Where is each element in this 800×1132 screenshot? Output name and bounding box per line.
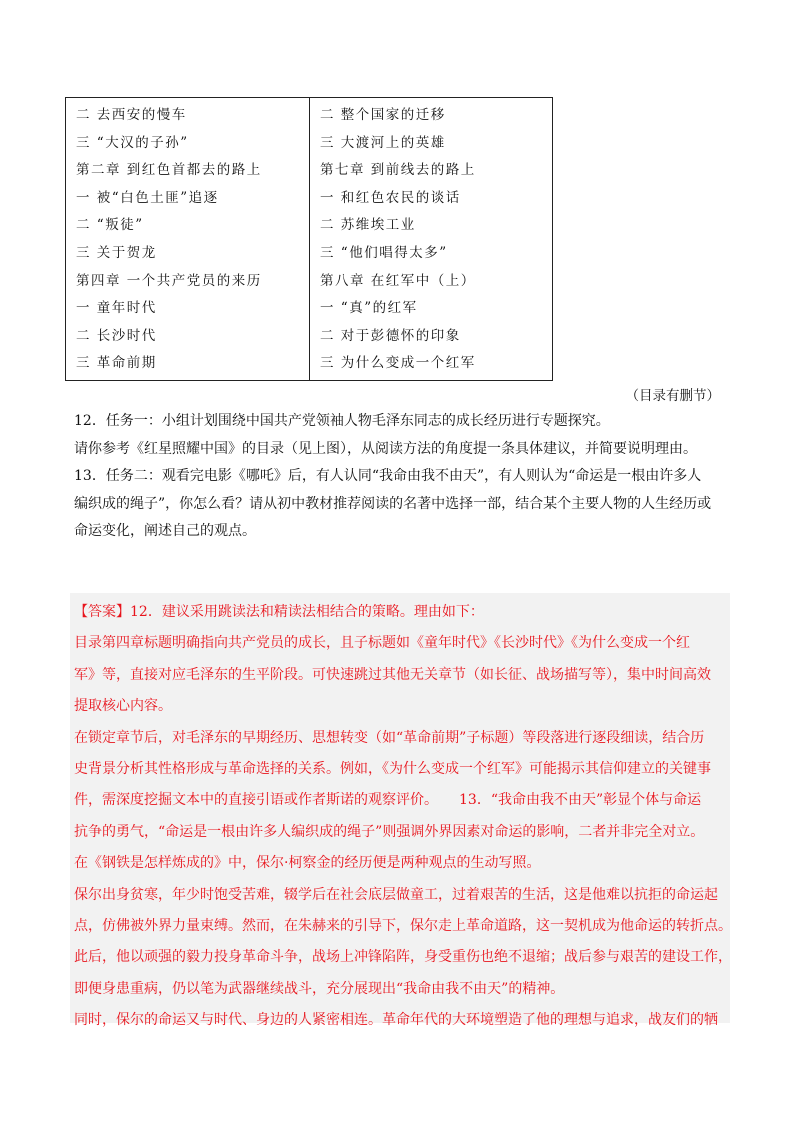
answer-line: 在《钢铁是怎样炼成的》中，保尔·柯察金的经历便是两种观点的生动写照。 [74, 855, 541, 872]
toc-entry: 第二章 到红色首都去的路上 [76, 162, 262, 179]
answer-line: 点，仿佛被外界力量束缚。然而，在朱赫来的引导下，保尔走上革命道路，这一契机成为他命运的转折点。 [74, 917, 732, 934]
toc-entry: 一 “真”的红军 [320, 300, 418, 317]
answer-line: 史背景分析其性格形成与革命选择的关系。例如，《为什么变成一个红军》可能揭示其信仰建立的关键事 [74, 760, 711, 777]
answer-line: 此后，他以顽强的毅力投身革命斗争，战场上冲锋陷阵，身受重伤也绝不退缩；战后参与艰苦的建设工作， [74, 949, 732, 966]
answer-tag: 【答案】 [74, 604, 130, 620]
answer-first-line: 12．建议采用跳读法和精读法相结合的策略。理由如下： [130, 604, 484, 620]
table-of-contents [65, 97, 553, 381]
answer-box [70, 593, 732, 1029]
toc-entry: 二 苏维埃工业 [320, 217, 416, 234]
question-line: 12．任务一：小组计划围绕中国共产党领袖人物毛泽东同志的成长经历进行专题探究。 [74, 413, 610, 429]
toc-entry: 一 和红色农民的谈话 [320, 189, 461, 206]
toc-entry: 二 去西安的慢车 [76, 107, 187, 123]
toc-entry: 二 整个国家的迁移 [320, 107, 446, 123]
question-line: 命运变化，阐述自己的观点。 [74, 523, 256, 539]
toc-entry: 第七章 到前线去的路上 [320, 162, 476, 179]
toc-entry: 三 关于贺龙 [76, 244, 157, 261]
answer-line: 保尔出身贫寒，年少时饱受苦难，辍学后在社会底层做童工，过着艰苦的生活，这是他难以抗拒的命运起 [74, 886, 718, 903]
answer-line: 目录第四章标题明确指向共产党员的成长，且子标题如《童年时代》《长沙时代》《为什么变成一个红 [74, 635, 690, 652]
toc-entry: 二 对于彭德怀的印象 [320, 327, 461, 344]
answer-line: 抗争的勇气，“命运是一根由许多人编织成的绳子”则强调外界因素对命运的影响，二者并非完全对立。 [74, 823, 705, 840]
toc-entry: 第八章 在红军中（上） [320, 272, 476, 289]
answer-line: 军》等，直接对应毛泽东的生平阶段。可快速跳过其他无关章节（如长征、战场描写等），集中时间高效 [74, 666, 711, 683]
answer-line: 提取核心内容。 [74, 698, 172, 715]
toc-entry: 三 大渡河上的英雄 [320, 134, 446, 151]
toc-right-column [309, 98, 552, 380]
toc-entry: 一 童年时代 [76, 300, 157, 317]
toc-entry: 三 “他们唱得太多” [320, 244, 448, 261]
toc-entry: 三 “大汉的子孙” [76, 134, 189, 151]
question-line: 请你参考《红星照耀中国》的目录（见上图），从阅读方法的角度提一条具体建议，并简要说明理由。 [74, 440, 697, 457]
answer-line: 件，需深度挖掘文本中的直接引语或作者斯诺的观察评价。 13．“我命由我不由天”彰显个体与命运 [74, 792, 702, 809]
toc-entry: 第四章 一个共产党员的来历 [76, 272, 262, 289]
toc-entry: 二 长沙时代 [76, 327, 157, 344]
question-12 [74, 408, 734, 463]
answer-line: 同时，保尔的命运又与时代、身边的人紧密相连。革命年代的大环境塑造了他的理想与追求，战友们的牺 [74, 1012, 718, 1029]
toc-entry: 一 被“白色土匪”追逐 [76, 189, 219, 206]
answer-line [74, 597, 730, 628]
question-line: 13．任务二：观看完电影《哪吒》后，有人认同“我命由我不由天”，有人则认为“命运是一根由许多人 [74, 468, 702, 484]
toc-entry: 二 “叛徒” [76, 217, 144, 234]
answer-line: 即便身患重病，仍以笔为武器继续战斗，充分展现出“我命由我不由天”的精神。 [74, 980, 565, 997]
toc-note: （目录有删节） [625, 388, 720, 404]
toc-left-column [66, 98, 309, 380]
question-line: 编织成的绳子”，你怎么看？请从初中教材推荐阅读的名著中选择一部，结合某个主要人物的人生经历或 [74, 495, 712, 512]
answer-line: 在锁定章节后，对毛泽东的早期经历、思想转变（如“革命前期”子标题）等段落进行逐段细读，结合历 [74, 729, 705, 746]
toc-entry: 三 革命前期 [76, 355, 157, 372]
question-13 [74, 463, 734, 546]
toc-entry: 三 为什么变成一个红军 [320, 355, 476, 372]
